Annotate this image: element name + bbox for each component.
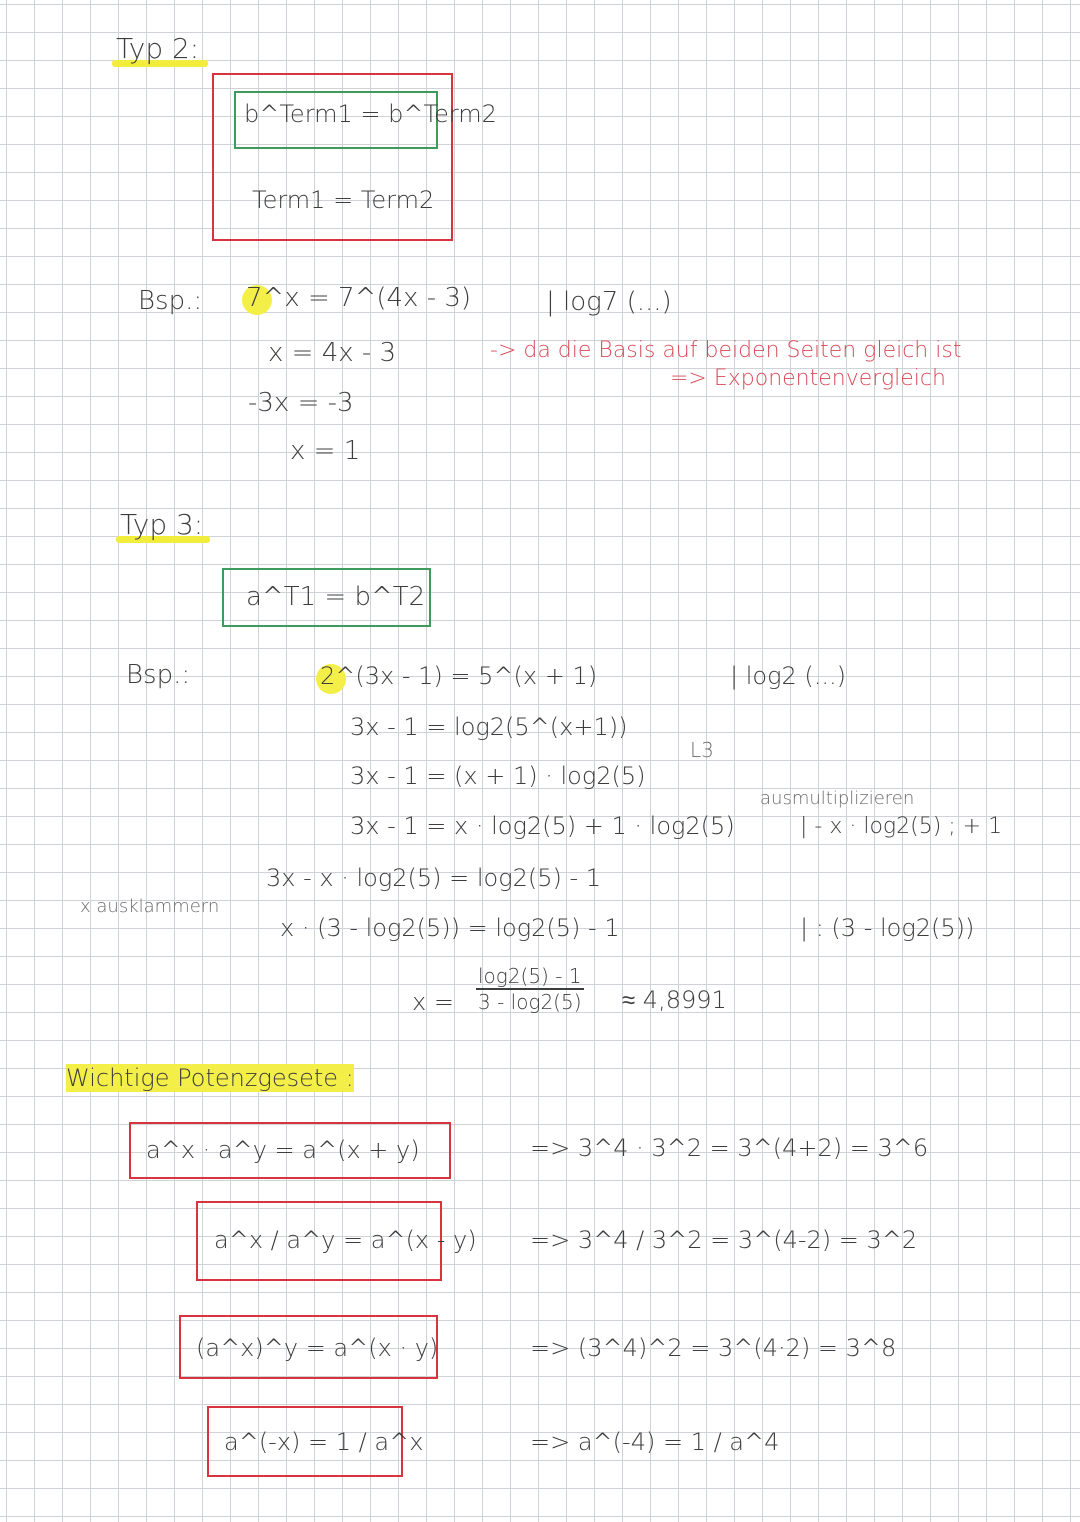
law-3-example: => (3^4)^2 = 3^(4·2) = 3^8 xyxy=(530,1334,897,1362)
typ3-approx: ≈ 4,8991 xyxy=(622,986,727,1014)
fraction-denominator: 3 - log2(5) xyxy=(478,990,582,1014)
law-2-rule: a^x / a^y = a^(x - y) xyxy=(214,1226,477,1254)
typ3-op-1: | log2 (...) xyxy=(730,662,846,690)
typ2-eq-1: 7^x = 7^(4x - 3) xyxy=(246,283,472,313)
law-1-rule: a^x · a^y = a^(x + y) xyxy=(146,1136,420,1164)
typ3-x-label: x = xyxy=(412,988,454,1016)
typ2-operation: | log7 (...) xyxy=(546,287,672,317)
typ2-note-2: => Exponentenvergleich xyxy=(670,366,946,391)
typ3-eq-1: 2^(3x - 1) = 5^(x + 1) xyxy=(320,662,598,690)
potenz-heading-text: Wichtige Potenzgesete : xyxy=(66,1064,354,1092)
typ2-eq-3: -3x = -3 xyxy=(248,388,354,418)
typ2-example-label: Bsp.: xyxy=(138,286,203,316)
typ3-note-ausklammern: x ausklammern xyxy=(80,896,220,917)
typ2-rule-line1: b^Term1 = b^Term2 xyxy=(244,100,497,128)
typ2-eq-2: x = 4x - 3 xyxy=(268,338,397,368)
typ3-example-label: Bsp.: xyxy=(126,660,191,690)
typ3-fraction xyxy=(476,964,584,1014)
potenz-heading xyxy=(66,1064,354,1092)
typ3-note-ausmult: ausmultiplizieren xyxy=(760,788,915,809)
typ2-rule-line2: Term1 = Term2 xyxy=(252,186,435,214)
typ3-heading: Typ 3: xyxy=(120,508,204,541)
typ3-op-3: | : (3 - log2(5)) xyxy=(800,914,975,942)
law-4-rule: a^(-x) = 1 / a^x xyxy=(224,1428,424,1456)
typ2-heading: Typ 2: xyxy=(116,32,200,65)
typ3-eq-6: x · (3 - log2(5)) = log2(5) - 1 xyxy=(280,914,620,942)
law-1-example: => 3^4 · 3^2 = 3^(4+2) = 3^6 xyxy=(530,1134,929,1162)
typ3-rule: a^T1 = b^T2 xyxy=(246,582,426,612)
typ3-eq-4: 3x - 1 = x · log2(5) + 1 · log2(5) xyxy=(350,812,735,840)
typ3-eq-5: 3x - x · log2(5) = log2(5) - 1 xyxy=(266,864,602,892)
fraction-numerator: log2(5) - 1 xyxy=(478,964,582,988)
typ3-eq-3: 3x - 1 = (x + 1) · log2(5) xyxy=(350,762,646,790)
typ3-note-l3: L3 xyxy=(690,738,714,762)
typ2-eq-4: x = 1 xyxy=(290,436,361,466)
typ3-eq-2: 3x - 1 = log2(5^(x+1)) xyxy=(350,713,628,741)
typ3-op-2: | - x · log2(5) ; + 1 xyxy=(800,814,1003,839)
law-3-rule: (a^x)^y = a^(x · y) xyxy=(196,1334,439,1362)
law-2-example: => 3^4 / 3^2 = 3^(4-2) = 3^2 xyxy=(530,1226,918,1254)
law-4-example: => a^(-4) = 1 / a^4 xyxy=(530,1428,780,1456)
typ2-note-1: -> da die Basis auf beiden Seiten gleich ist xyxy=(490,338,962,363)
